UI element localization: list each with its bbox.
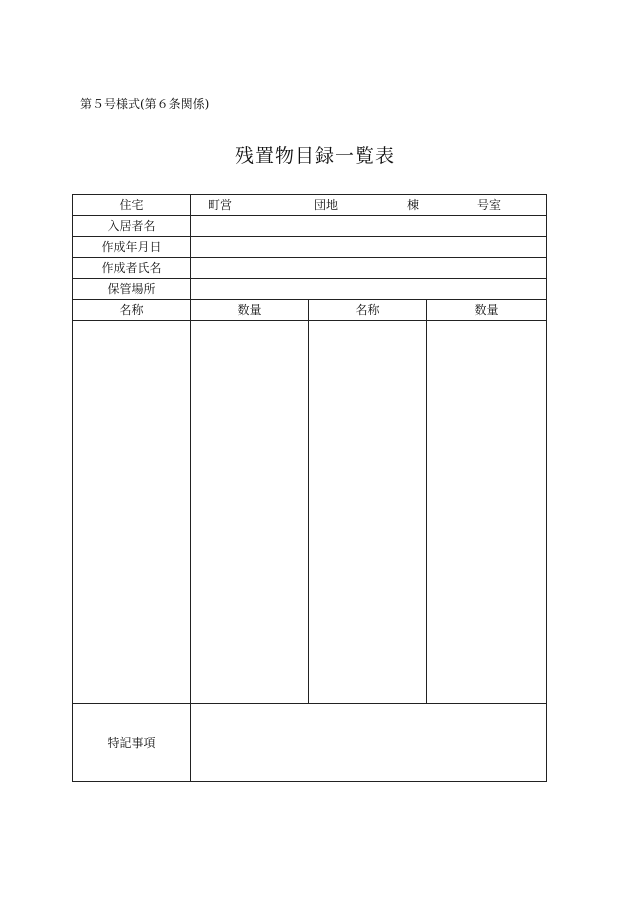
- storage-place-label: 保管場所: [73, 279, 191, 300]
- column-header-quantity-2: 数量: [427, 300, 547, 321]
- resident-name-row: [73, 216, 547, 237]
- creator-name-row: [73, 258, 547, 279]
- column-header-name-2: 名称: [309, 300, 427, 321]
- item-entry-row: [73, 321, 547, 704]
- housing-row: [73, 195, 547, 216]
- housing-label: 住宅: [73, 195, 191, 216]
- item-columns-header-row: [73, 300, 547, 321]
- storage-place-row: [73, 279, 547, 300]
- column-header-name-1: 名称: [73, 300, 191, 321]
- inventory-form-table: [72, 194, 547, 782]
- column-header-quantity-1: 数量: [191, 300, 309, 321]
- housing-town-label: 町営: [208, 198, 233, 212]
- notes-row: [73, 704, 547, 782]
- resident-name-field[interactable]: [191, 216, 547, 237]
- item-name-cell-1[interactable]: [73, 321, 191, 704]
- creator-name-label: 作成者氏名: [73, 258, 191, 279]
- item-quantity-cell-2[interactable]: [427, 321, 547, 704]
- notes-label: 特記事項: [73, 704, 191, 782]
- housing-room-label: 号室: [477, 198, 502, 212]
- storage-place-field[interactable]: [191, 279, 547, 300]
- created-date-row: [73, 237, 547, 258]
- created-date-field[interactable]: [191, 237, 547, 258]
- item-quantity-cell-1[interactable]: [191, 321, 309, 704]
- created-date-label: 作成年月日: [73, 237, 191, 258]
- housing-address-field[interactable]: [191, 195, 547, 216]
- housing-complex-label: 団地: [314, 198, 339, 212]
- creator-name-field[interactable]: [191, 258, 547, 279]
- document-title: 残置物目録一覧表: [234, 145, 395, 167]
- form-number: 第５号様式(第６条関係): [80, 97, 210, 111]
- notes-field[interactable]: [191, 704, 547, 782]
- resident-name-label: 入居者名: [73, 216, 191, 237]
- housing-building-label: 棟: [407, 198, 420, 212]
- item-name-cell-2[interactable]: [309, 321, 427, 704]
